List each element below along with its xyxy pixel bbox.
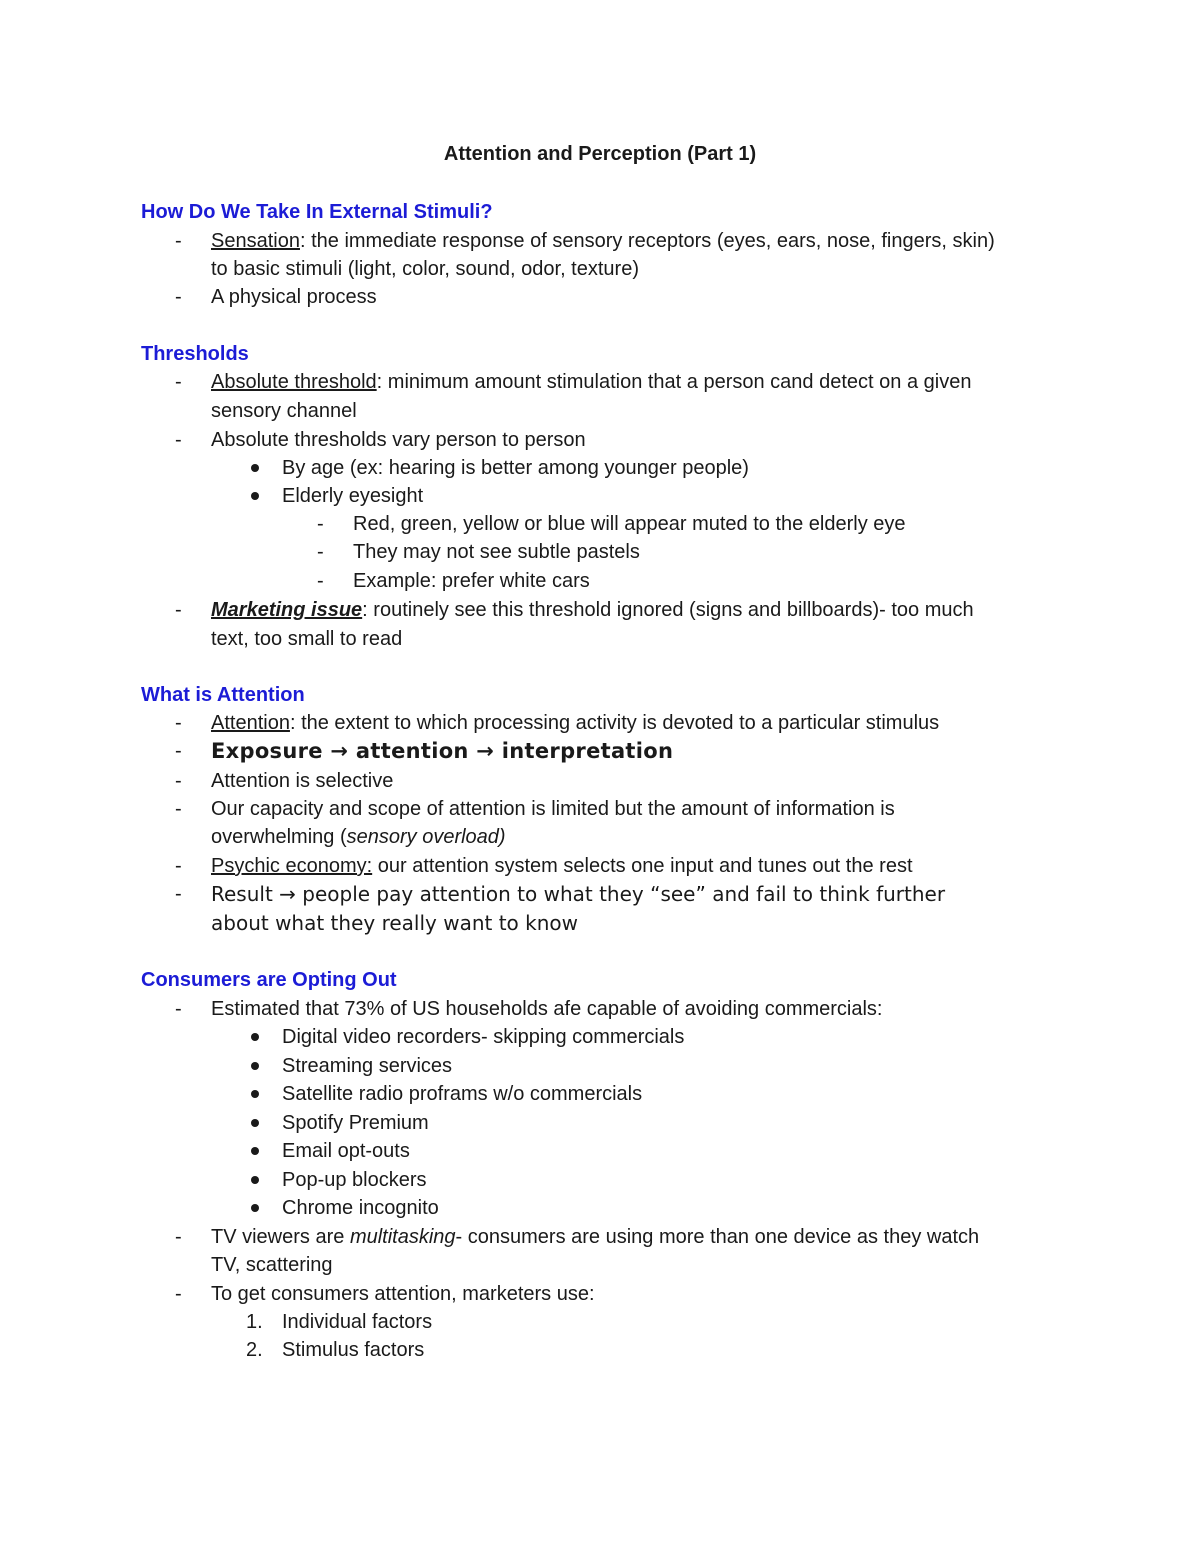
page-title: Attention and Perception (Part 1) <box>443 143 757 165</box>
bullet-chrome-incognito: Chrome incognito <box>282 1197 439 1219</box>
dash-marker: - <box>175 712 182 734</box>
item-capacity-limited-cont: overwhelming (sensory overload) <box>211 826 506 848</box>
numbered-marker: 1. <box>246 1311 263 1333</box>
item-attention-selective: Attention is selective <box>211 770 394 792</box>
item-marketing-issue: Marketing issue: routinely see this threshold ignored (signs and billboards)- too much <box>211 599 974 621</box>
bullet-dot <box>251 1176 259 1184</box>
sub-item-colors-muted: Red, green, yellow or blue will appear muted to the elderly eye <box>353 513 906 535</box>
item-marketers-use: To get consumers attention, marketers use: <box>211 1283 595 1305</box>
bullet-dot <box>251 1204 259 1212</box>
term-marketing-issue: Marketing issue <box>211 599 363 621</box>
term-psychic-economy: Psychic economy: <box>211 855 373 877</box>
dash-marker: - <box>175 230 182 252</box>
heading-opting-out: Consumers are Opting Out <box>141 969 397 991</box>
item-marketing-issue-cont: text, too small to read <box>211 628 403 650</box>
item-absolute-threshold-cont: sensory channel <box>211 400 357 422</box>
heading-external-stimuli: How Do We Take In External Stimuli? <box>141 201 493 223</box>
item-multitasking-cont: TV, scattering <box>211 1254 333 1276</box>
sub-item-pastels: They may not see subtle pastels <box>353 541 640 563</box>
item-sensation-cont: to basic stimuli (light, color, sound, odor, texture) <box>211 258 639 280</box>
item-result: Result → people pay attention to what they “see” and fail to think further <box>211 882 946 906</box>
numbered-stimulus-factors: Stimulus factors <box>282 1339 425 1361</box>
numbered-individual-factors: Individual factors <box>282 1311 433 1333</box>
item-thresholds-vary: Absolute thresholds vary person to person <box>211 429 586 451</box>
bullet-dot <box>251 1147 259 1155</box>
bullet-spotify: Spotify Premium <box>282 1112 429 1134</box>
dash-marker: - <box>175 883 182 905</box>
bullet-by-age: By age (ex: hearing is better among younger people) <box>282 457 749 479</box>
dash-marker: - <box>175 286 182 308</box>
bullet-dot <box>251 1033 259 1041</box>
dash-marker: - <box>317 570 324 592</box>
item-result-cont: about what they really want to know <box>211 911 578 935</box>
bullet-elderly-eyesight: Elderly eyesight <box>282 485 424 507</box>
term-sensation: Sensation <box>211 230 300 252</box>
dash-marker: - <box>317 513 324 535</box>
bullet-dot <box>251 1119 259 1127</box>
dash-marker: - <box>175 740 182 762</box>
dash-marker: - <box>175 998 182 1020</box>
bullet-streaming: Streaming services <box>282 1055 453 1077</box>
heading-what-is-attention: What is Attention <box>141 684 305 706</box>
item-sensation: Sensation: the immediate response of sensory receptors (eyes, ears, nose, fingers, skin) <box>211 230 995 252</box>
dash-marker: - <box>175 599 182 621</box>
bullet-satellite-radio: Satellite radio proframs w/o commercials <box>282 1083 643 1105</box>
heading-thresholds: Thresholds <box>141 343 249 365</box>
term-multitasking: multitasking <box>349 1226 456 1248</box>
dash-marker: - <box>175 798 182 820</box>
dash-marker: - <box>317 541 324 563</box>
dash-marker: - <box>175 1226 182 1248</box>
item-absolute-threshold: Absolute threshold: minimum amount stimulation that a person cand detect on a given <box>211 371 972 393</box>
sub-item-white-cars: Example: prefer white cars <box>353 570 590 592</box>
item-households-estimate: Estimated that 73% of US households afe capable of avoiding commercials: <box>211 998 883 1020</box>
item-psychic-economy: Psychic economy: our attention system selects one input and tunes out the rest <box>211 855 913 877</box>
bullet-dot <box>251 1090 259 1098</box>
item-multitasking: TV viewers are multitasking- consumers are using more than one device as they watch <box>211 1226 980 1248</box>
item-attention-definition: Attention: the extent to which processing activity is devoted to a particular stimulus <box>211 712 940 734</box>
dash-marker: - <box>175 855 182 877</box>
bullet-dot <box>251 464 259 472</box>
bullet-email-opt-outs: Email opt-outs <box>282 1140 410 1162</box>
item-exposure-chain: Exposure → attention → interpretation <box>211 739 674 763</box>
bullet-dvr: Digital video recorders- skipping commercials <box>282 1026 685 1048</box>
term-attention: Attention <box>211 712 290 734</box>
bullet-dot <box>251 1062 259 1070</box>
term-sensory-overload: sensory overload) <box>346 826 506 848</box>
numbered-marker: 2. <box>246 1339 263 1361</box>
dash-marker: - <box>175 371 182 393</box>
dash-marker: - <box>175 429 182 451</box>
bullet-popup-blockers: Pop-up blockers <box>282 1169 427 1191</box>
bullet-dot <box>251 492 259 500</box>
dash-marker: - <box>175 1283 182 1305</box>
item-physical-process: A physical process <box>211 286 377 308</box>
dash-marker: - <box>175 770 182 792</box>
item-capacity-limited: Our capacity and scope of attention is limited but the amount of information is <box>211 798 895 820</box>
term-absolute-threshold: Absolute threshold <box>211 371 377 393</box>
